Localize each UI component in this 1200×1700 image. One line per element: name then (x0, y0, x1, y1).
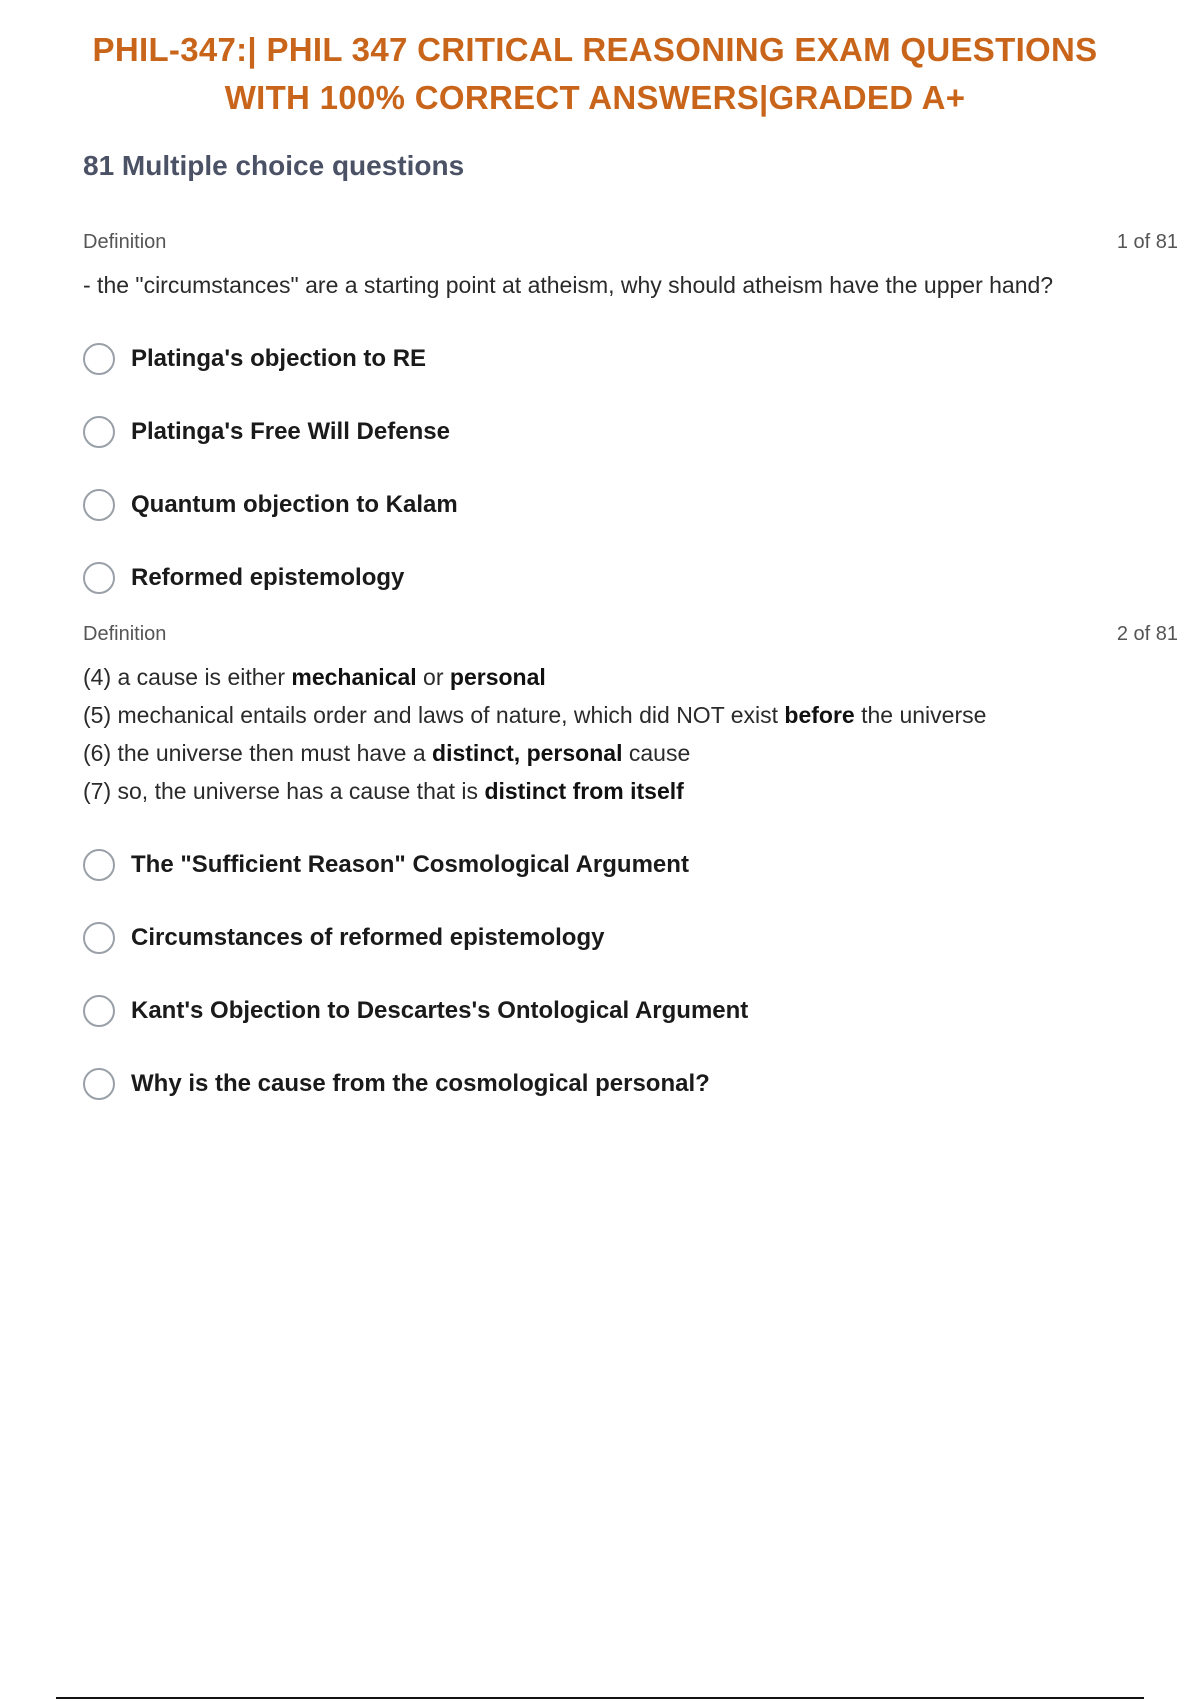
question-prompt (83, 658, 1178, 810)
prompt-bold-text: distinct, personal (432, 740, 623, 766)
prompt-bold-text: before (784, 702, 855, 728)
prompt-line (83, 266, 1178, 304)
prompt-text: - the "circumstances" are a starting point at atheism, why should atheism have the upper hand? (83, 272, 1054, 298)
prompt-line (83, 658, 1178, 696)
answer-option-label: The "Sufficient Reason" Cosmological Argument (131, 850, 689, 878)
answer-option-label: Why is the cause from the cosmological personal? (131, 1069, 710, 1097)
question-prompt (83, 266, 1178, 304)
prompt-bold-text: distinct from itself (484, 778, 684, 804)
prompt-line (83, 696, 1178, 734)
prompt-text: (6) the universe then must have a (83, 740, 433, 766)
prompt-text: or (416, 664, 450, 690)
prompt-text: cause (622, 740, 691, 766)
radio-circle-icon[interactable] (83, 1068, 115, 1100)
radio-circle-icon[interactable] (83, 562, 115, 594)
prompt-line (83, 734, 1178, 772)
question-counter: 2 of 81 (1116, 622, 1178, 645)
question-card (83, 228, 1178, 614)
answer-option[interactable] (83, 541, 1178, 614)
answer-options (83, 322, 1178, 614)
prompt-text: (5) mechanical entails order and laws of nature, which did NOT exist (83, 702, 785, 728)
answer-option-label: Circumstances of reformed epistemology (131, 923, 605, 951)
prompt-line (83, 772, 1178, 810)
answer-option-label: Kant's Objection to Descartes's Ontological Argument (131, 996, 749, 1024)
answer-option-label: Quantum objection to Kalam (131, 490, 458, 518)
document-title-line-1: PHIL-347:| PHIL 347 CRITICAL REASONING EXAM QUESTIONS (92, 31, 1098, 68)
radio-circle-icon[interactable] (83, 489, 115, 521)
prompt-text: (7) so, the universe has a cause that is (83, 778, 485, 804)
question-count-heading: 81 Multiple choice questions (83, 150, 465, 181)
answer-option[interactable] (83, 828, 1178, 901)
answer-options (83, 828, 1178, 1120)
radio-circle-icon[interactable] (83, 343, 115, 375)
question-type-label: Definition (83, 622, 167, 645)
answer-option[interactable] (83, 1047, 1178, 1120)
document-title-line-2: WITH 100% CORRECT ANSWERS|GRADED A+ (224, 79, 966, 116)
prompt-bold-text: personal (449, 664, 546, 690)
radio-circle-icon[interactable] (83, 416, 115, 448)
answer-option[interactable] (83, 974, 1178, 1047)
answer-option[interactable] (83, 468, 1178, 541)
prompt-text: (4) a cause is either (83, 664, 292, 690)
radio-circle-icon[interactable] (83, 922, 115, 954)
answer-option[interactable] (83, 322, 1178, 395)
prompt-text: the universe (854, 702, 987, 728)
answer-option-label: Platinga's Free Will Defense (131, 417, 450, 445)
answer-option-label: Platinga's objection to RE (131, 344, 427, 372)
prompt-bold-text: mechanical (291, 664, 417, 690)
document-title (40, 26, 1150, 122)
question-header (83, 620, 1178, 648)
question-type-label: Definition (83, 230, 167, 253)
question-card (83, 620, 1178, 1120)
footer-divider (56, 1697, 1144, 1699)
answer-option-label: Reformed epistemology (131, 563, 405, 591)
answer-option[interactable] (83, 395, 1178, 468)
answer-option[interactable] (83, 901, 1178, 974)
question-header (83, 228, 1178, 256)
radio-circle-icon[interactable] (83, 995, 115, 1027)
question-counter: 1 of 81 (1116, 230, 1178, 253)
radio-circle-icon[interactable] (83, 849, 115, 881)
